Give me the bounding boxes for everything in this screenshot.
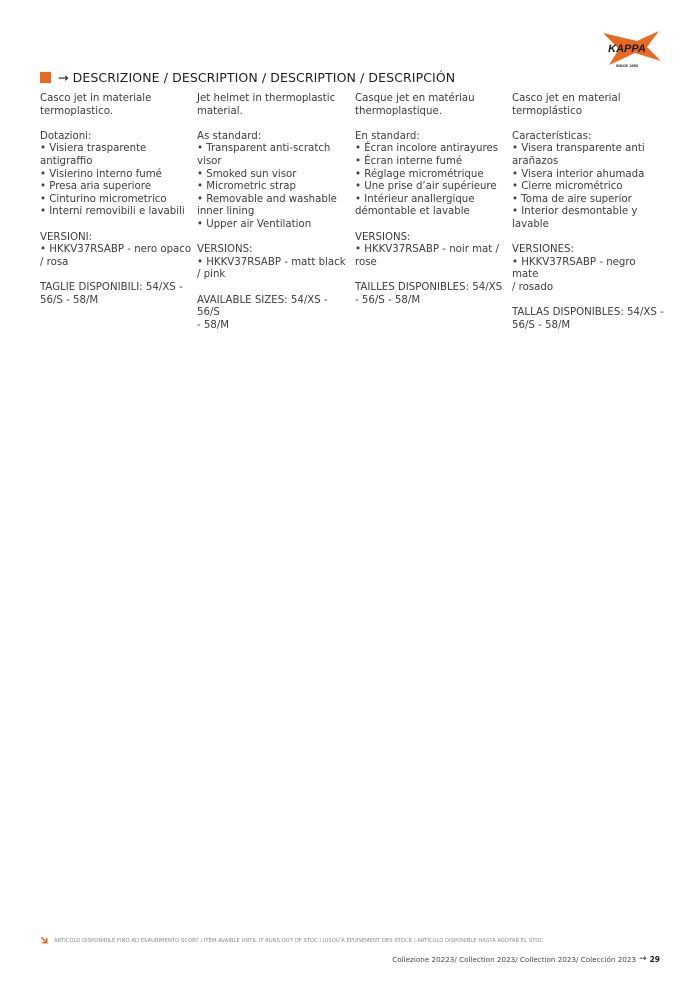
kappa-logo (589, 27, 665, 71)
feature-line: • Visera transparente anti (512, 143, 645, 155)
collection-text: Collezione 20223/ Collection 2023/ Collection 2023/ Colección 2023 (392, 954, 637, 964)
stock-note (40, 936, 543, 945)
sizes-block-line: TALLAS DISPONIBLES: 54/XS - (512, 307, 664, 319)
intro-text (40, 93, 192, 118)
feature-line: inner lining (197, 206, 255, 218)
intro-text-line: termoplastico. (40, 105, 113, 117)
feature-line: • Une prise d’air supérieure (355, 181, 497, 193)
section-header (40, 70, 455, 85)
feature-line: • Toma de aire superior (512, 193, 632, 205)
version-line: / rosa (40, 256, 69, 268)
sizes-block-line: 56/S - 58/M (512, 319, 571, 331)
intro-text-line: Casco jet in materiale (40, 93, 152, 104)
column-french (355, 93, 507, 320)
intro-text-line: Casque jet en matériau (355, 93, 475, 104)
feature-line: • Interior desmontable y (512, 206, 638, 218)
versions-block (355, 232, 507, 270)
feature-line: • Transparent anti-scratch (197, 143, 331, 155)
page-number: 29 (649, 954, 660, 964)
logo-wordmark: KAPPA (608, 43, 646, 55)
intro-text-line: termoplástico (512, 105, 582, 117)
standard-equipment (197, 131, 349, 232)
sizes-block (40, 282, 192, 307)
sizes-block-line: AVAILABLE SIZES: 54/XS - 56/S (197, 294, 328, 319)
version-line: • HKKV37RSABP - noir mat / (355, 244, 499, 256)
standard-label: As standard: (197, 130, 262, 142)
sizes-block-line: TAGLIE DISPONIBILI: 54/XS - (40, 281, 183, 293)
sizes-block-line: - 58/M (197, 319, 230, 331)
arrow-right-icon: → (639, 954, 647, 964)
sizes-block (355, 282, 507, 307)
column-spanish (512, 93, 664, 345)
standard-label: En standard: (355, 130, 420, 142)
feature-line: • Visera interior ahumada (512, 168, 645, 180)
feature-line: • Écran incolore antirayures (355, 143, 499, 155)
feature-line: • Intérieur anallergique (355, 193, 475, 205)
feature-line: • Removable and washable (197, 193, 337, 205)
sizes-block-line: TAILLES DISPONIBLES: 54/XS (355, 281, 503, 293)
versions-block (40, 232, 192, 270)
footer-collection (392, 954, 660, 964)
versions-label: VERSIONI: (40, 231, 93, 243)
versions-label: VERSIONES: (512, 244, 574, 256)
feature-line: • Interni removibili e lavabili (40, 206, 185, 218)
feature-line: • Réglage micrométrique (355, 168, 484, 180)
standard-equipment (355, 131, 507, 219)
feature-line: • Visierino interno fumé (40, 168, 162, 180)
standard-equipment (512, 131, 664, 232)
version-line: / rosado (512, 281, 554, 293)
sizes-block-line: 56/S - 58/M (40, 294, 99, 306)
sizes-block (197, 295, 349, 333)
intro-text (197, 93, 349, 118)
feature-line: lavable (512, 218, 549, 230)
feature-line: • Écran interne fumé (355, 155, 463, 167)
feature-line: • Visiera trasparente (40, 143, 147, 155)
feature-line: • Cierre micrométrico (512, 181, 623, 193)
intro-text (355, 93, 507, 118)
feature-line: démontable et lavable (355, 206, 470, 218)
versions-block (512, 244, 664, 294)
orange-square-icon (40, 72, 51, 83)
standard-label: Dotazioni: (40, 130, 92, 142)
feature-line: • Presa aria superiore (40, 181, 151, 193)
column-english (197, 93, 349, 345)
version-line: / pink (197, 269, 226, 281)
feature-line: arañazos (512, 155, 559, 167)
feature-line: • Micrometric strap (197, 181, 296, 193)
sizes-block-line: - 56/S - 58/M (355, 294, 421, 306)
version-line: • HKKV37RSABP - nero opaco (40, 244, 192, 256)
section-title: → DESCRIZIONE / DESCRIPTION / DESCRIPTION / DESCRIPCIÓN (58, 70, 456, 85)
feature-line: • Smoked sun visor (197, 168, 297, 180)
sizes-block (512, 307, 664, 332)
intro-text-line: Jet helmet in thermoplastic (197, 93, 336, 104)
version-line: rose (355, 256, 377, 268)
version-line: • HKKV37RSABP - matt black (197, 256, 346, 268)
feature-line: • Upper air Ventilation (197, 218, 312, 230)
standard-label: Características: (512, 130, 592, 142)
standard-equipment (40, 131, 192, 219)
intro-text-line: Casco jet en material (512, 93, 621, 104)
feature-line: antigraffio (40, 155, 93, 167)
intro-text-line: thermoplastique. (355, 105, 442, 117)
feature-line: visor (197, 155, 222, 167)
versions-label: VERSIONS: (197, 244, 253, 256)
feature-line: • Cinturino micrometrico (40, 193, 167, 205)
column-italian (40, 93, 192, 320)
version-line: • HKKV37RSABP - negro mate (512, 256, 636, 281)
versions-block (197, 244, 349, 282)
stock-note-text: ARTICOLO DISPONIBILE FINO AD ESAURIMENTO SCORT / ITEM AVAIBLE UNTIL IT RUNS OUT OF STOC / JUSQU'À ÉPUISEMENT DES STOCK / ARTÍCULO DISPONIBLE HASTA AGOTAR EL STOC (54, 937, 544, 944)
logo-since: SINCE 1956 (615, 63, 639, 68)
intro-text-line: material. (197, 105, 243, 117)
intro-text (512, 93, 664, 118)
arrow-down-right-icon (40, 936, 49, 945)
versions-label: VERSIONS: (355, 231, 411, 243)
